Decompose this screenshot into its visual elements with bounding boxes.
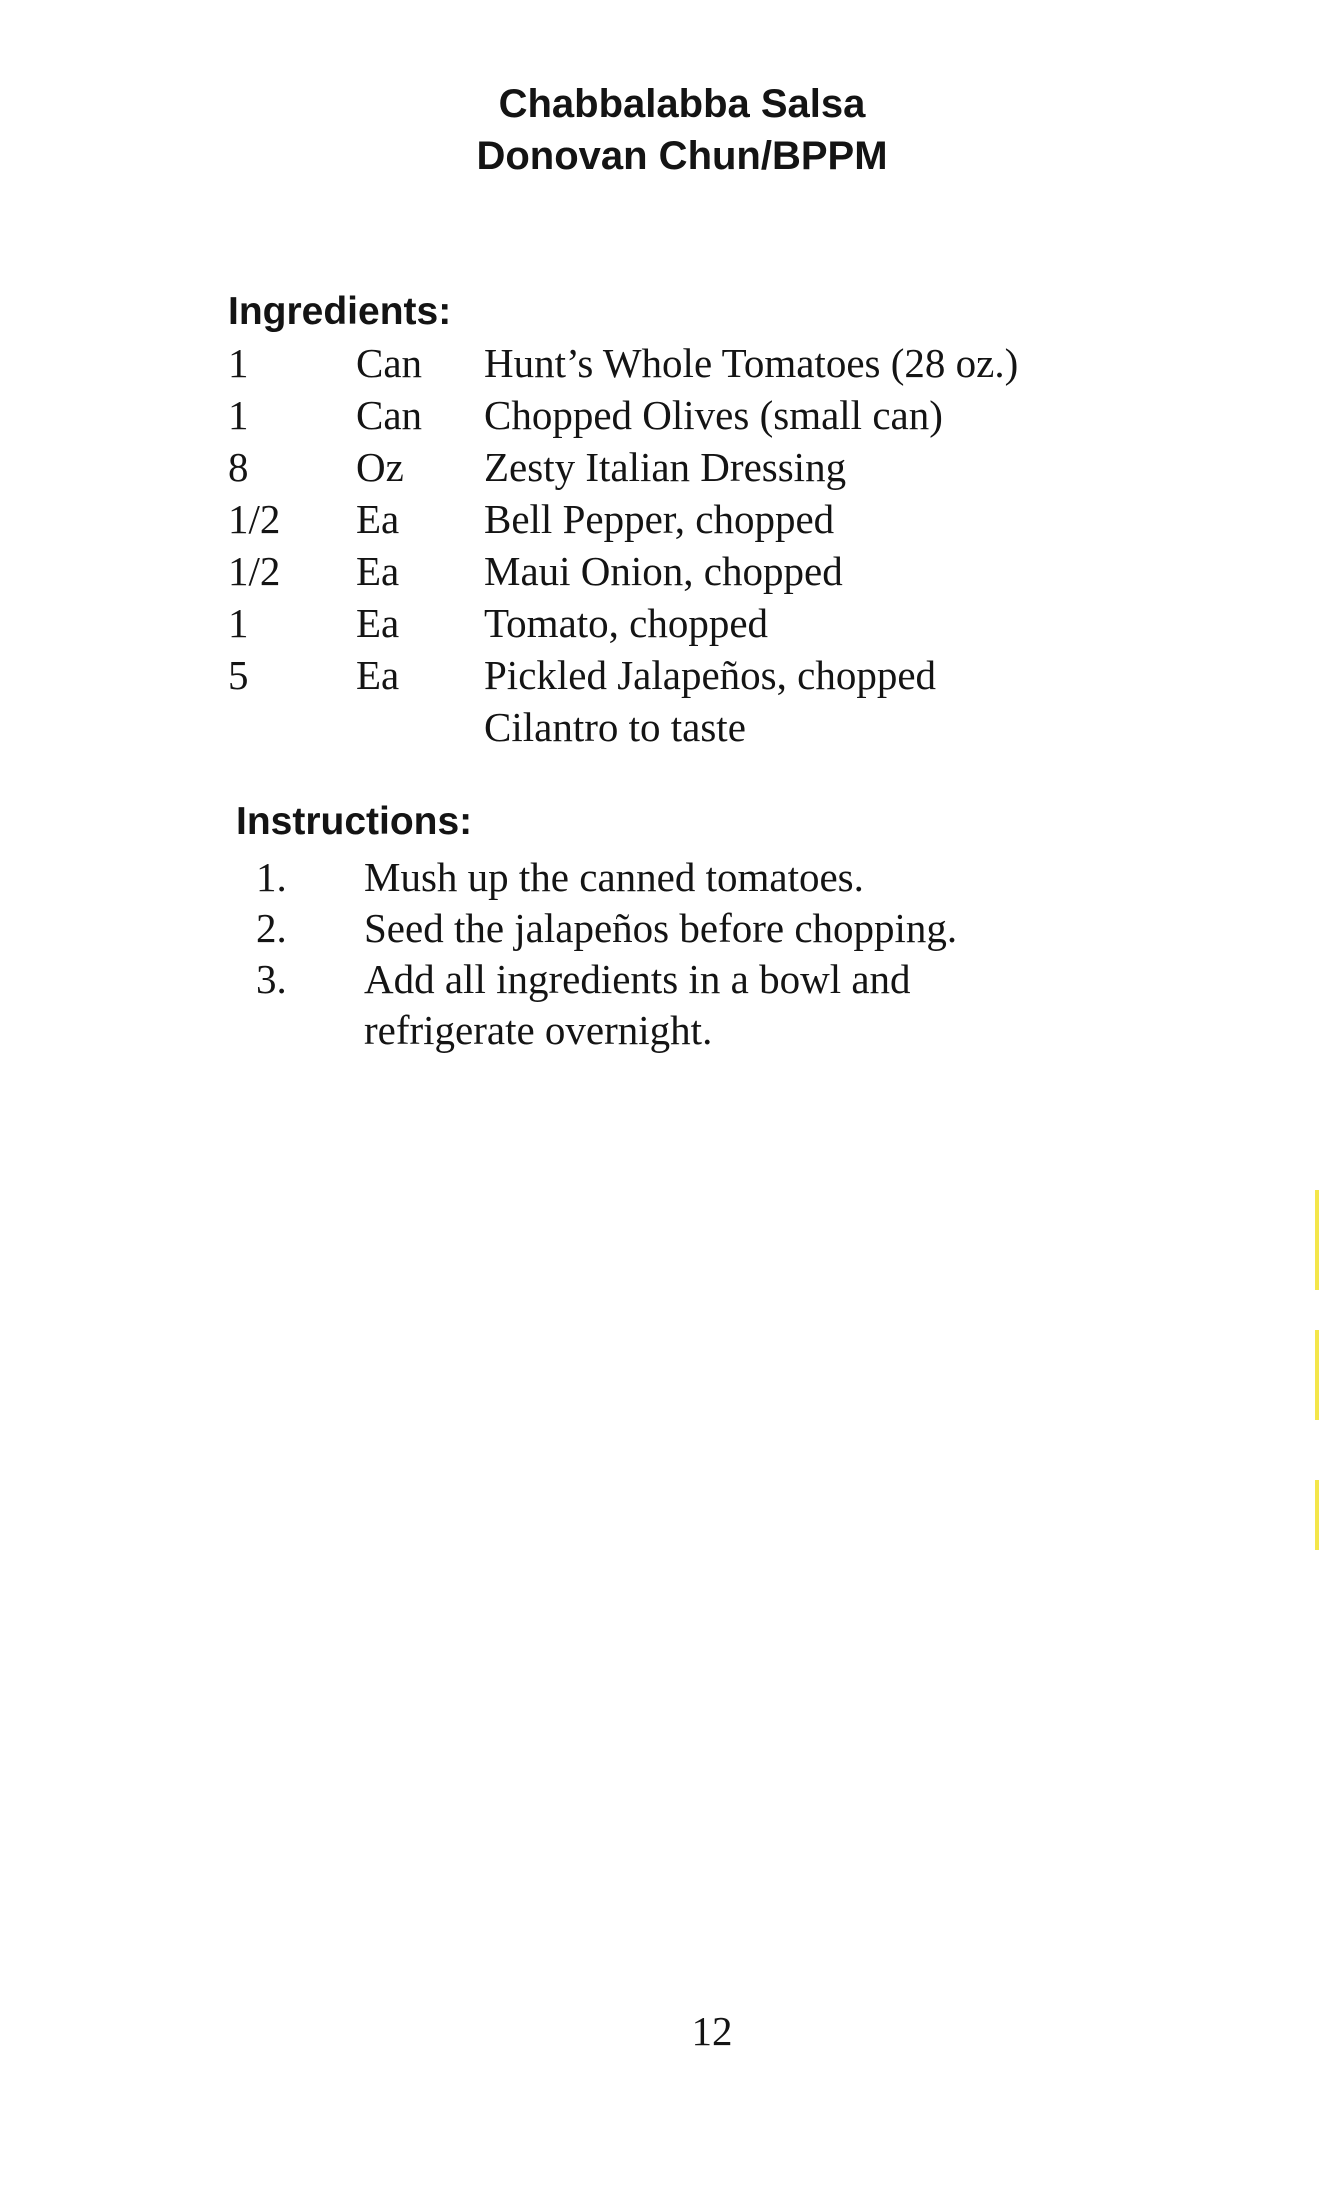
ingredient-row [228,545,1188,597]
ingredient-item: Hunt’s Whole Tomatoes (28 oz.) [484,340,1019,386]
instruction-step [236,852,1116,903]
edge-tab-mark [1315,1190,1319,1290]
ingredients-heading: Ingredients: [228,290,452,333]
ingredient-qty: 1/2 [228,496,281,542]
recipe-author: Donovan Chun/BPPM [476,134,888,178]
ingredient-qty: 8 [228,444,249,490]
ingredient-row [228,337,1188,389]
page-number: 12 [691,2008,733,2054]
ingredient-row [228,441,1188,493]
ingredient-item: Cilantro to taste [484,704,746,750]
title-block [0,78,1319,182]
step-number: 1. [256,854,287,900]
ingredient-item: Chopped Olives (small can) [484,392,943,438]
ingredient-row [228,701,1188,753]
instructions-heading: Instructions: [236,800,473,843]
ingredient-unit: Oz [356,444,404,490]
ingredient-unit: Ea [356,600,400,646]
ingredient-qty: 1 [228,340,249,386]
ingredient-item: Pickled Jalapeños, chopped [484,652,937,698]
step-number: 3. [256,956,287,1002]
ingredient-item: Bell Pepper, chopped [484,496,835,542]
step-number: 2. [256,905,287,951]
edge-tab-mark [1315,1480,1319,1550]
ingredient-item: Zesty Italian Dressing [484,444,847,490]
ingredient-row [228,649,1188,701]
recipe-title: Chabbalabba Salsa [498,82,866,126]
instruction-step [236,954,1116,1056]
ingredient-row [228,597,1188,649]
step-text: Seed the jalapeños before chopping. [364,905,958,951]
ingredient-item: Maui Onion, chopped [484,548,843,594]
instructions-list [236,852,1116,1056]
ingredient-row [228,389,1188,441]
ingredient-qty: 1/2 [228,548,281,594]
ingredient-unit: Can [356,340,423,386]
ingredient-qty: 5 [228,652,249,698]
edge-tab-mark [1315,1330,1319,1420]
step-text: Mush up the canned tomatoes. [364,854,864,900]
ingredient-item: Tomato, chopped [484,600,769,646]
ingredient-qty: 1 [228,600,249,646]
ingredient-row [228,493,1188,545]
ingredients-list [228,337,1188,753]
ingredient-unit: Ea [356,652,400,698]
ingredient-unit: Can [356,392,423,438]
ingredient-unit: Ea [356,548,400,594]
ingredient-unit: Ea [356,496,400,542]
instruction-step [236,903,1116,954]
ingredient-qty: 1 [228,392,249,438]
step-text: Add all ingredients in a bowl and refrigerate overnight. [364,956,911,1053]
